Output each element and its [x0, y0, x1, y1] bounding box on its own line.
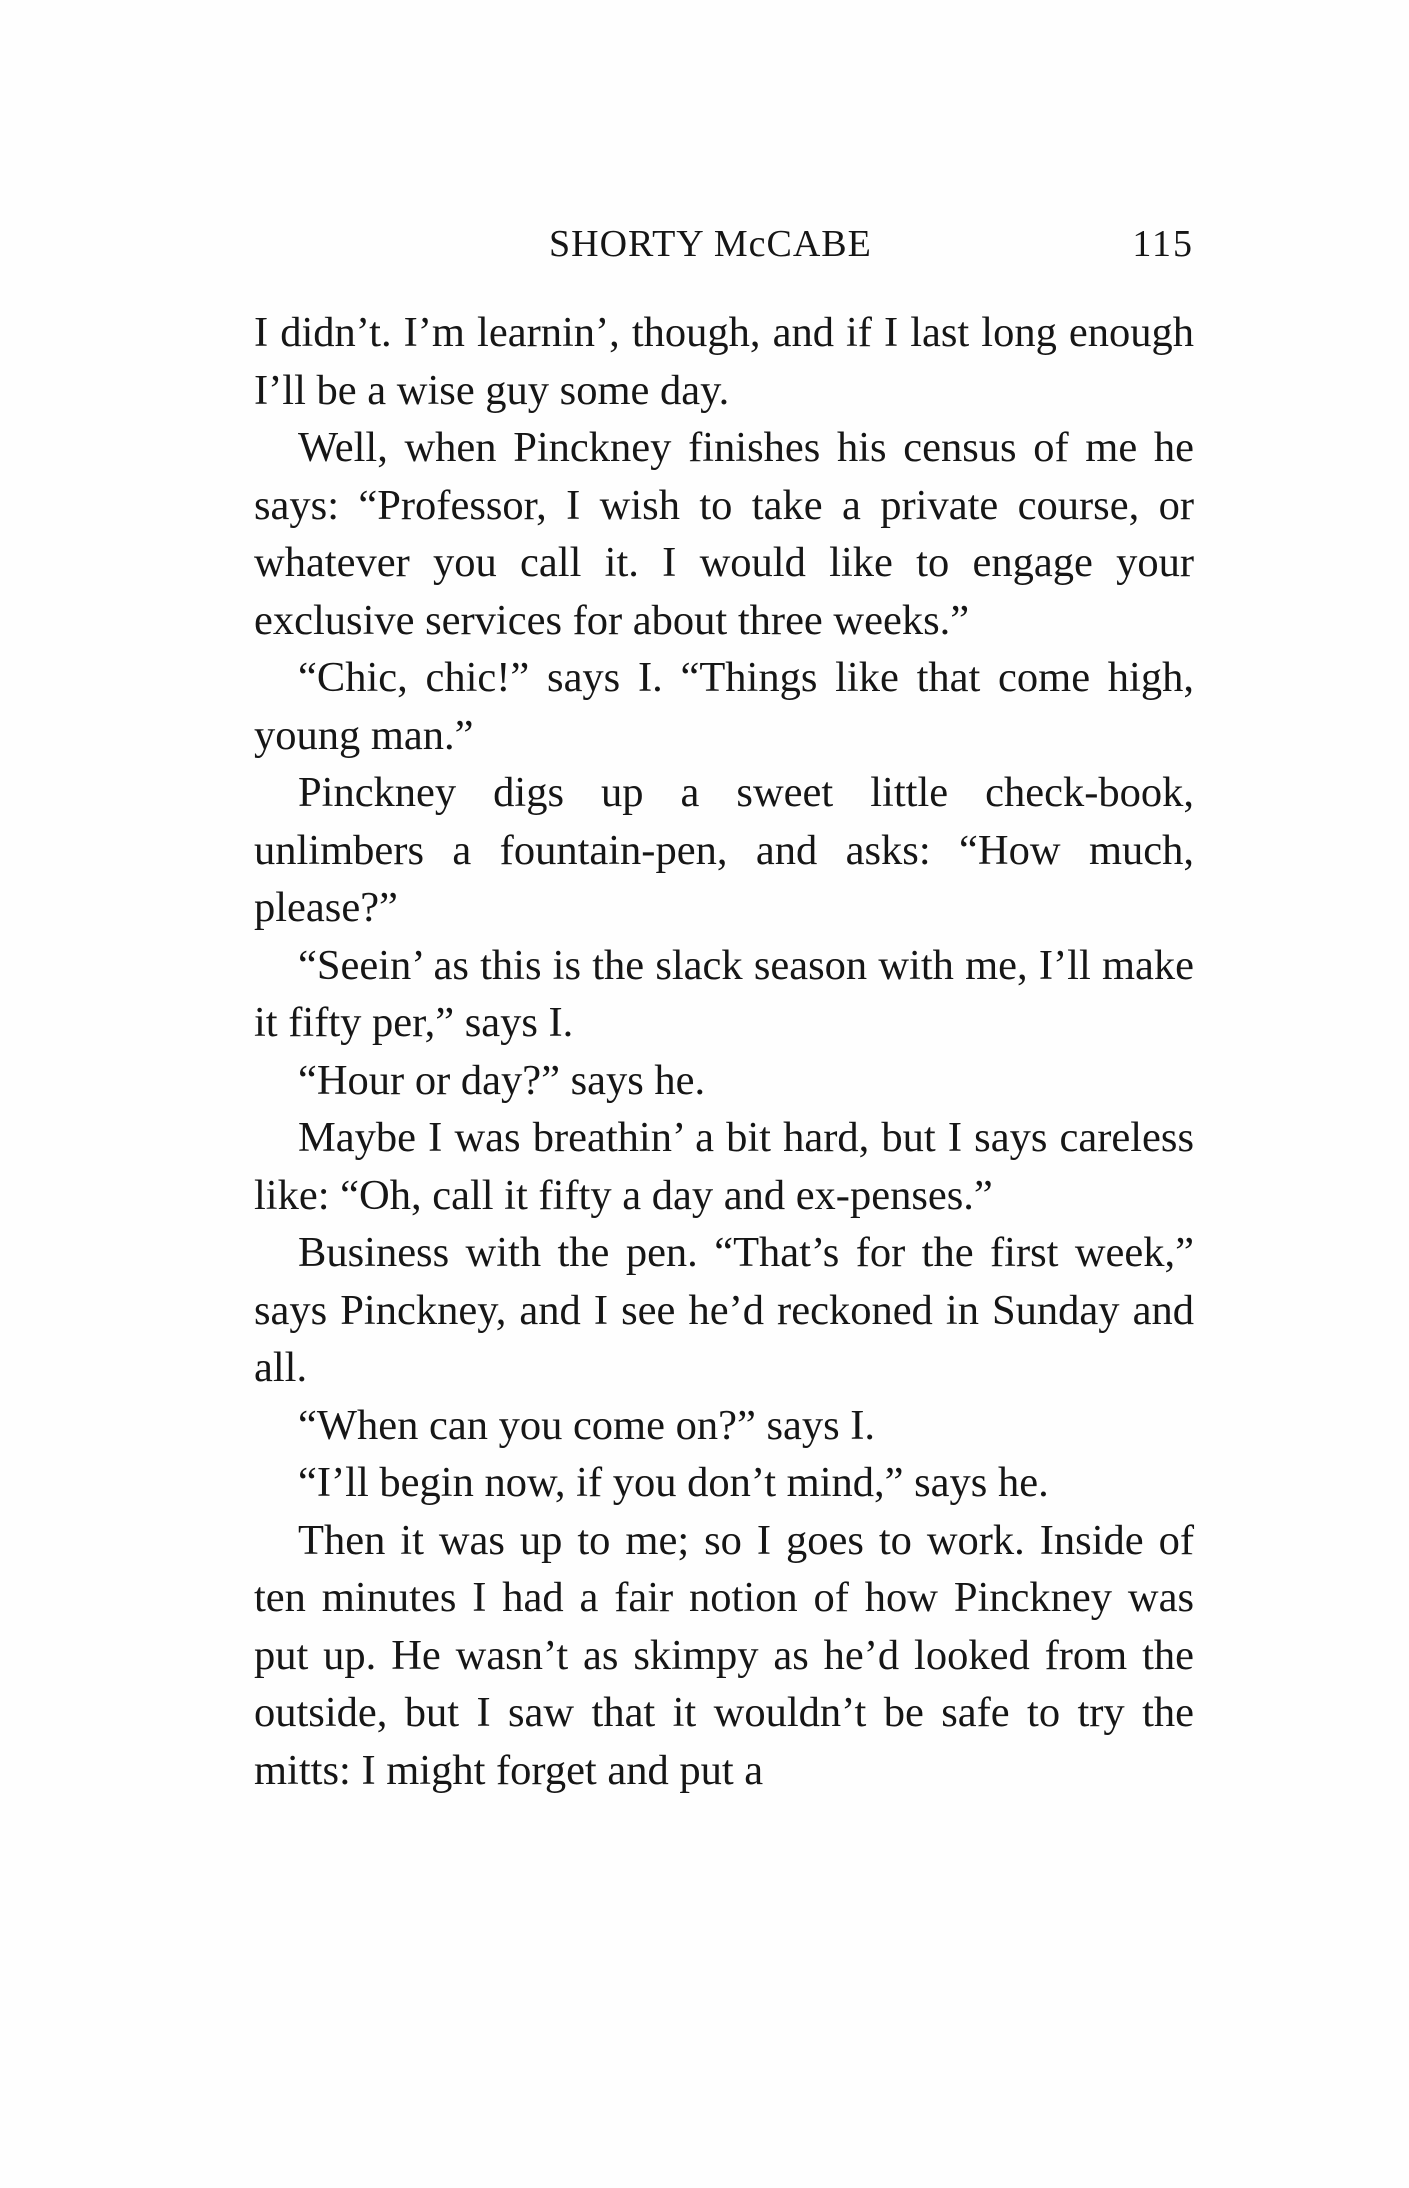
paragraph: Pinckney digs up a sweet little check-book, unlimbers a fountain-pen, and asks: “How much, please?”	[254, 769, 1194, 931]
page-header	[254, 222, 1194, 278]
paragraph: “Seein’ as this is the slack season with me, I’ll make it fifty per,” says I.	[254, 941, 1194, 1046]
paragraph: “I’ll begin now, if you don’t mind,” says he.	[298, 1459, 1049, 1506]
paragraph: “When can you come on?” says I.	[298, 1401, 876, 1449]
paragraph: Business with the pen. “That’s for the first week,” says Pinckney, and I see he’d reckoned in Sunday and all.	[254, 1229, 1194, 1391]
page-number: 115	[1132, 223, 1194, 265]
body-text	[254, 304, 1194, 1799]
paragraph: Well, when Pinckney finishes his census of me he says: “Professor, I wish to take a private course, or whatever you call it. I would like to engage your exclusive services for about three weeks.”	[254, 424, 1194, 644]
paragraph: “Hour or day?” says he.	[298, 1056, 706, 1104]
running-head: SHORTY McCABE	[549, 223, 872, 265]
paragraph: Then it was up to me; so I goes to work. Inside of ten minutes I had a fair notion of how Pinckney was put up. He wasn’t as skimpy as he’d looked from the outside, but I saw that it wouldn’t be safe to try the mitts: I might forget and put a	[254, 1516, 1194, 1794]
paragraph: Maybe I was breathin’ a bit hard, but I says careless like: “Oh, call it fifty a day and ex-penses.”	[254, 1114, 1194, 1219]
paragraph: “Chic, chic!” says I. “Things like that come high, young man.”	[254, 654, 1194, 759]
paragraph: I didn’t. I’m learnin’, though, and if I last long enough I’ll be a wise guy some day.	[254, 309, 1194, 414]
